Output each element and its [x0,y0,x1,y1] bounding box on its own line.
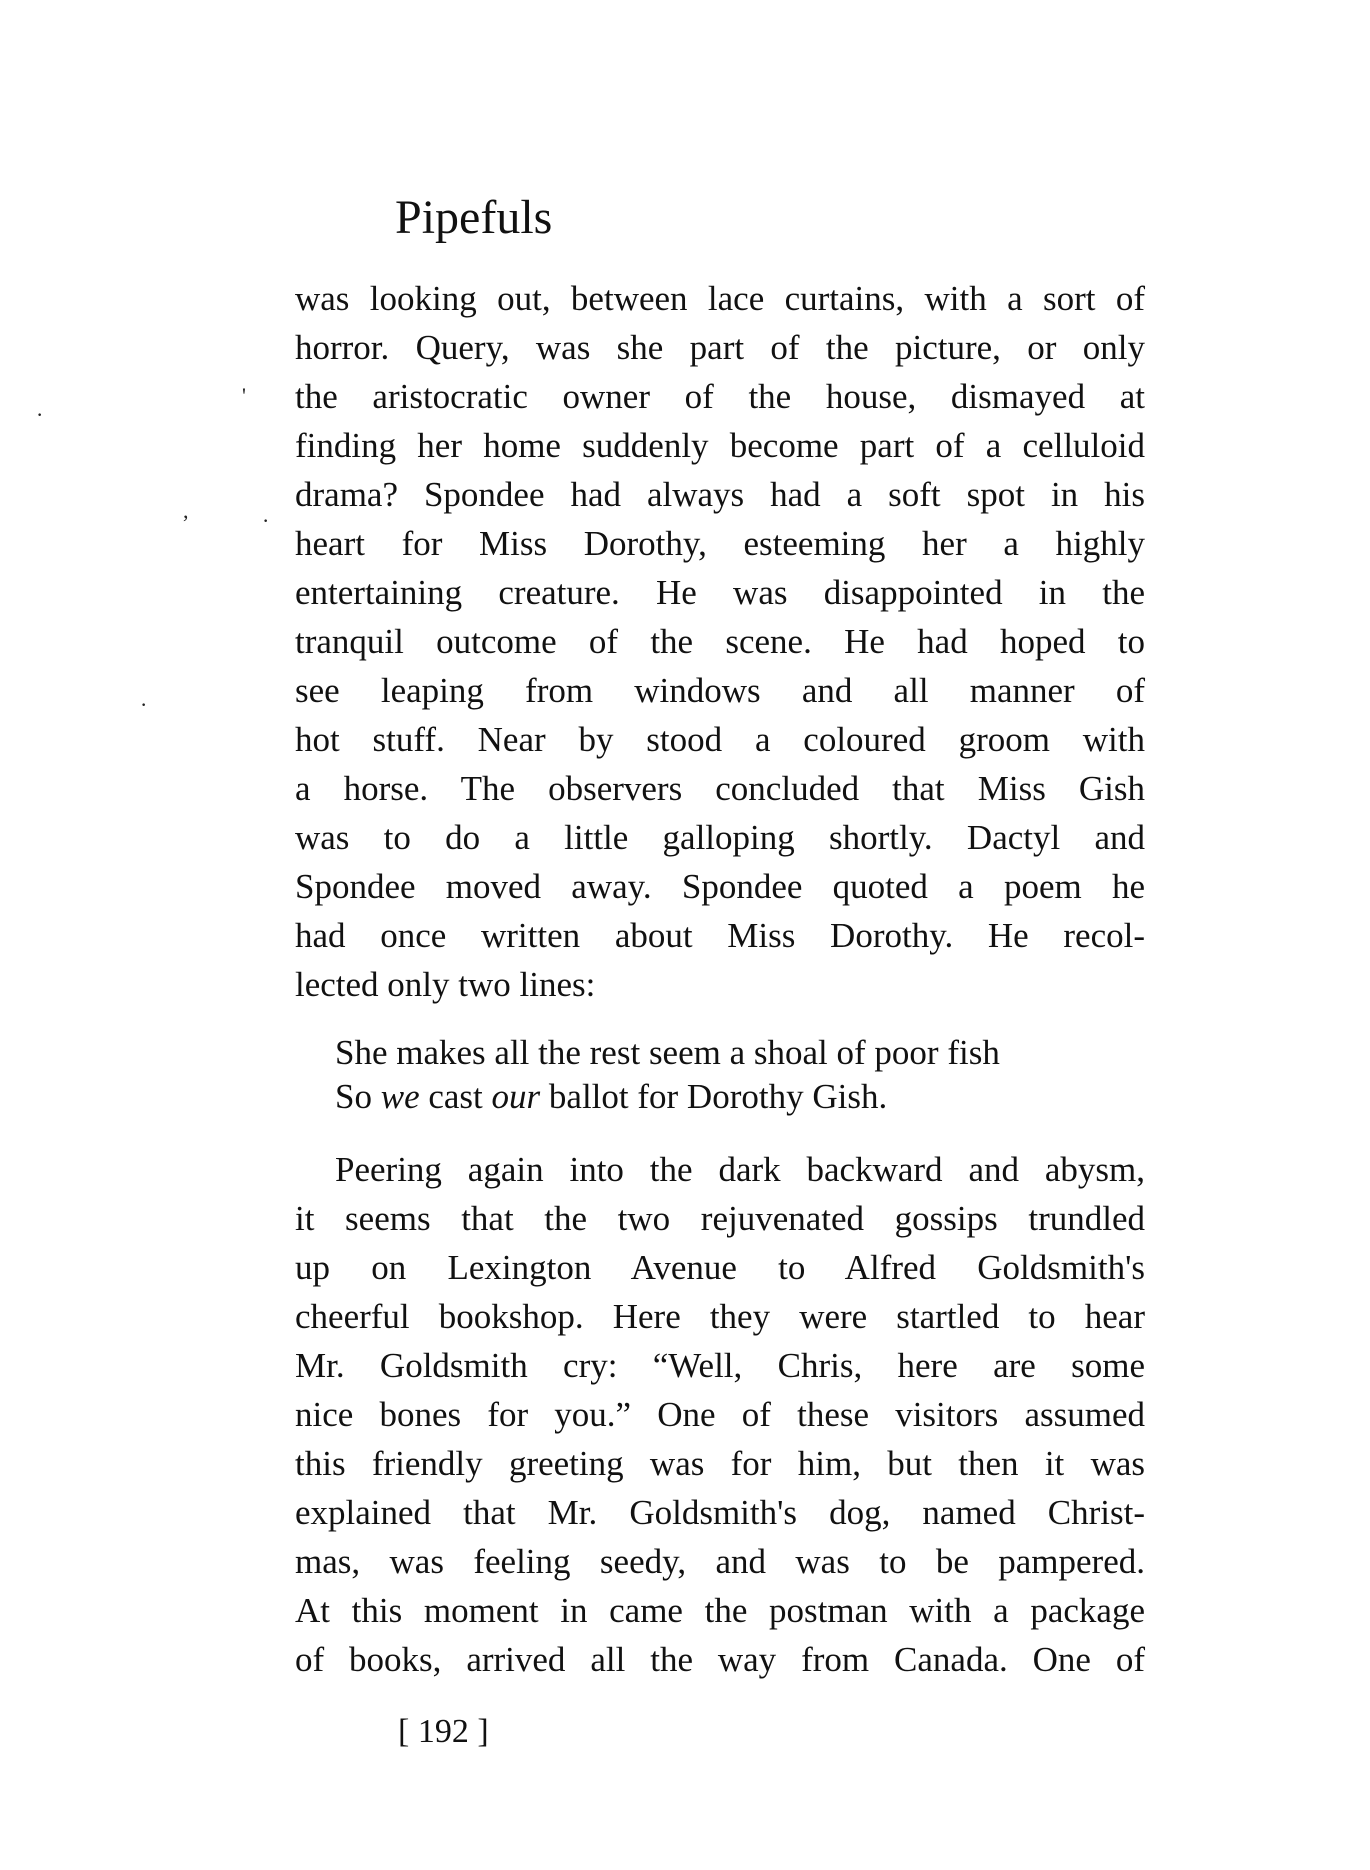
text-line: horror. Query, was she part of the picture, or only [295,328,1145,367]
verse-quote [295,1031,1145,1119]
margin-speck: · [36,402,44,427]
text-line: of books, arrived all the way from Canada. One of [295,1640,1145,1679]
text-line: the aristocratic owner of the house, dismayed at [295,377,1145,416]
text-line: cheerful bookshop. Here they were startled to hear [295,1297,1145,1336]
text-line: entertaining creature. He was disappointed in the [295,573,1145,612]
margin-speck: · [262,508,270,533]
margin-speck: ' [242,383,246,408]
text-line: up on Lexington Avenue to Alfred Goldsmith's [295,1248,1145,1287]
text-line: Mr. Goldsmith cry: “Well, Chris, here are some [295,1346,1145,1385]
paragraph-1 [295,274,1145,1009]
verse-emphasis: our [491,1077,541,1116]
verse-line: She makes all the rest seem a shoal of poor fish [335,1033,1000,1072]
text-line: had once written about Miss Dorothy. He recol- [295,916,1145,955]
text-line: drama? Spondee had always had a soft spot in his [295,475,1145,514]
text-line: hot stuff. Near by stood a coloured groom with [295,720,1145,759]
text-line: mas, was feeling seedy, and was to be pampered. [295,1542,1145,1581]
verse-emphasis: we [380,1077,420,1116]
text-line: lected only two lines: [295,965,596,1004]
verse-text: cast [419,1077,492,1116]
text-line: heart for Miss Dorothy, esteeming her a highly [295,524,1145,563]
page-number: [ 192 ] [398,1713,489,1750]
margin-speck: · [140,692,148,717]
text-line: explained that Mr. Goldsmith's dog, named Christ- [295,1493,1145,1532]
verse-line [335,1075,1145,1119]
running-head: Pipefuls [395,191,553,244]
verse-text: ballot for Dorothy Gish. [540,1077,888,1116]
verse-text: So [335,1077,381,1116]
text-line: was looking out, between lace curtains, with a sort of [295,279,1145,318]
paragraph-2 [295,1145,1145,1684]
text-line: tranquil outcome of the scene. He had hoped to [295,622,1145,661]
text-line: Peering again into the dark backward and abysm, [335,1150,1145,1189]
text-line: Spondee moved away. Spondee quoted a poem he [295,867,1145,906]
text-line: a horse. The observers concluded that Miss Gish [295,769,1145,808]
margin-speck: , [183,498,189,523]
text-line: nice bones for you.” One of these visitors assumed [295,1395,1145,1434]
text-line: this friendly greeting was for him, but then it was [295,1444,1145,1483]
page-body [295,274,1145,1684]
spacer [295,1119,1145,1145]
text-line: see leaping from windows and all manner of [295,671,1145,710]
text-line: was to do a little galloping shortly. Dactyl and [295,818,1145,857]
text-line: it seems that the two rejuvenated gossips trundled [295,1199,1145,1238]
text-line: At this moment in came the postman with a package [295,1591,1145,1630]
text-line: finding her home suddenly become part of a celluloid [295,426,1145,465]
